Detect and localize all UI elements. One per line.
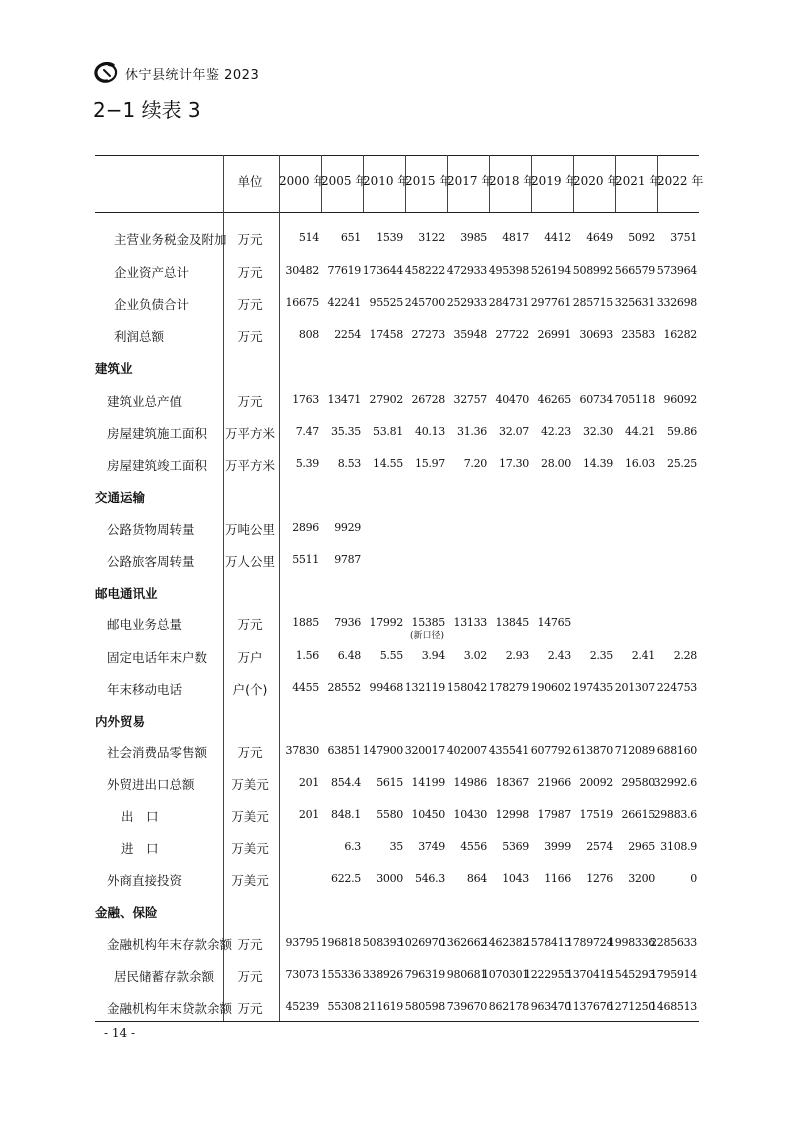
cell-value: 28552: [327, 681, 361, 694]
cell-value: 3122: [418, 231, 445, 244]
cell-value: 320017: [404, 744, 445, 757]
cell-value: 1578413: [524, 936, 571, 949]
cell-value: 35948: [453, 328, 487, 341]
cell-value: 1789724: [566, 936, 613, 949]
cell-value: 245700: [404, 296, 445, 309]
cell-value: 1462382: [482, 936, 529, 949]
cell-value: 796319: [404, 968, 445, 981]
cell-value: 95525: [369, 296, 403, 309]
table-row: [95, 648, 699, 668]
cell-value: 1362662: [440, 936, 487, 949]
row-label: 外商直接投资: [107, 873, 183, 888]
cell-value: 848.1: [331, 808, 361, 821]
cell-value: 607792: [530, 744, 571, 757]
cell-value: 1545293: [608, 968, 655, 981]
row-unit: 户(个): [232, 682, 268, 697]
year-column-header: 2021 年: [615, 174, 662, 188]
cell-value: 2896: [292, 521, 319, 534]
cell-value: 14199: [411, 776, 445, 789]
cell-value: 155336: [320, 968, 361, 981]
cell-value: 27902: [369, 393, 403, 406]
cell-value: 1370419: [566, 968, 613, 981]
cell-value: 73073: [285, 968, 319, 981]
row-label: 进 口: [121, 841, 159, 856]
cell-value: 14765: [537, 616, 571, 629]
row-unit: 万平方米: [224, 426, 275, 441]
cell-value: 17458: [369, 328, 403, 341]
cell-value: 580598: [404, 1000, 445, 1013]
cell-value: 23583: [621, 328, 655, 341]
cell-value: 2285633: [650, 936, 697, 949]
cell-value: 1222955: [524, 968, 571, 981]
cell-value: 5.39: [295, 457, 319, 470]
cell-value: 1795914: [650, 968, 697, 981]
cell-value: 17987: [537, 808, 571, 821]
row-unit: 万吨公里: [224, 522, 275, 537]
table-row: [95, 871, 699, 891]
row-unit: 万元: [237, 329, 263, 344]
cell-value: 862178: [488, 1000, 529, 1013]
table-row: [95, 263, 699, 283]
cell-value: 402007: [446, 744, 487, 757]
row-unit: 万元: [237, 617, 263, 632]
table-row: [95, 295, 699, 315]
cell-value: 5615: [376, 776, 403, 789]
row-label: 出 口: [121, 809, 159, 824]
cell-value: 10450: [411, 808, 445, 821]
cell-value: 14.39: [583, 457, 613, 470]
cell-value: 15385: [411, 616, 445, 629]
cell-value: 63851: [327, 744, 361, 757]
cell-value: 13845: [495, 616, 529, 629]
section-title: 建筑业: [95, 361, 133, 376]
row-label: 利润总额: [114, 329, 165, 344]
year-column-header: 2022 年: [657, 174, 704, 188]
cell-value: 32992.6: [653, 776, 697, 789]
cell-value: 29580: [621, 776, 655, 789]
cell-value: 55308: [327, 1000, 361, 1013]
cell-value: 7936: [334, 616, 361, 629]
row-unit: 万元: [237, 232, 263, 247]
section-row: [95, 359, 699, 379]
cell-value: 99468: [369, 681, 403, 694]
cell-value: 190602: [530, 681, 571, 694]
row-unit: 万元: [237, 1001, 263, 1016]
row-label: 金融机构年末贷款余额: [107, 1001, 233, 1016]
cell-value: 14.55: [373, 457, 403, 470]
cell-value: 712089: [614, 744, 655, 757]
cell-value: 31.36: [457, 425, 487, 438]
row-label: 社会消费品零售额: [107, 745, 208, 760]
row-label: 房屋建筑施工面积: [107, 426, 208, 441]
cell-value: 8.53: [337, 457, 361, 470]
cell-value: 32757: [453, 393, 487, 406]
cell-value: 2.28: [673, 649, 697, 662]
section-title: 邮电通讯业: [95, 586, 158, 601]
cell-value: 7.47: [295, 425, 319, 438]
cell-value: 980681: [446, 968, 487, 981]
cell-value: 3000: [376, 872, 403, 885]
cell-value: 17.30: [499, 457, 529, 470]
row-unit: 万平方米: [224, 458, 275, 473]
row-unit: 万元: [237, 937, 263, 952]
cell-value: 196818: [320, 936, 361, 949]
cell-value: 4455: [292, 681, 319, 694]
cell-value: 147900: [362, 744, 403, 757]
section-title: 交通运输: [95, 490, 146, 505]
cell-value: 12998: [495, 808, 529, 821]
cell-value: 472933: [446, 264, 487, 277]
cell-value: 285715: [572, 296, 613, 309]
row-unit: 万人公里: [224, 554, 275, 569]
cell-value: 1137676: [566, 1000, 613, 1013]
cell-value: 526194: [530, 264, 571, 277]
cell-value: 178279: [488, 681, 529, 694]
cell-value: 705118: [614, 393, 655, 406]
cell-value: 32.30: [583, 425, 613, 438]
cell-value: 27722: [495, 328, 529, 341]
cell-value: 37830: [285, 744, 319, 757]
cell-value: 1271250: [608, 1000, 655, 1013]
cell-value: 3108.9: [660, 840, 697, 853]
cell-value: 4649: [586, 231, 613, 244]
table-row: [95, 935, 699, 955]
cell-value: 18367: [495, 776, 529, 789]
cell-value: 613870: [572, 744, 613, 757]
cell-value: 17992: [369, 616, 403, 629]
table-row: [95, 743, 699, 763]
cell-value: 3.02: [463, 649, 487, 662]
row-label: 公路旅客周转量: [107, 554, 195, 569]
cell-value: 2965: [628, 840, 655, 853]
cell-value: 808: [298, 328, 319, 341]
cell-value: 13133: [453, 616, 487, 629]
year-column-header: 2015 年: [405, 174, 452, 188]
row-unit: 万元: [237, 297, 263, 312]
row-unit: 万美元: [231, 777, 269, 792]
cell-value: 4556: [460, 840, 487, 853]
cell-value: 1.56: [295, 649, 319, 662]
row-unit: 万元: [237, 969, 263, 984]
cell-value: 0: [690, 872, 697, 885]
cell-value: 27273: [411, 328, 445, 341]
cell-value: 1043: [502, 872, 529, 885]
section-row: [95, 488, 699, 508]
cell-value: 1166: [544, 872, 571, 885]
table-row: [95, 424, 699, 444]
table-row: [95, 775, 699, 795]
cell-note: (新口径): [410, 631, 445, 641]
cell-value: 9787: [334, 553, 361, 566]
cell-value: 35: [389, 840, 403, 853]
cell-value: 963470: [530, 1000, 571, 1013]
cell-value: 224753: [656, 681, 697, 694]
cell-value: 5.55: [379, 649, 403, 662]
section-row: [95, 903, 699, 923]
cell-value: 17519: [579, 808, 613, 821]
row-label: 居民储蓄存款余额: [114, 969, 215, 984]
cell-value: 5580: [376, 808, 403, 821]
cell-value: 5369: [502, 840, 529, 853]
cell-value: 211619: [362, 1000, 403, 1013]
table-top-rule: [95, 155, 699, 156]
table-title: 2−1 续表 3: [93, 98, 201, 122]
cell-value: 35.35: [331, 425, 361, 438]
cell-value: 60734: [579, 393, 613, 406]
row-label: 外贸进出口总额: [107, 777, 195, 792]
cell-value: 514: [298, 231, 319, 244]
cell-value: 16.03: [625, 457, 655, 470]
cell-value: 32.07: [499, 425, 529, 438]
table-row: [95, 999, 699, 1019]
cell-value: 2.41: [631, 649, 655, 662]
row-label: 主营业务税金及附加: [114, 232, 227, 247]
cell-value: 252933: [446, 296, 487, 309]
row-label: 房屋建筑竣工面积: [107, 458, 208, 473]
cell-value: 508393: [362, 936, 403, 949]
section-row: [95, 712, 699, 732]
cell-value: 158042: [446, 681, 487, 694]
cell-value: 45239: [285, 1000, 319, 1013]
cell-value: 1763: [292, 393, 319, 406]
cell-value: 332698: [656, 296, 697, 309]
cell-value: 26991: [537, 328, 571, 341]
cell-value: 2.93: [505, 649, 529, 662]
cell-value: 6.3: [344, 840, 361, 853]
cell-value: 201: [298, 776, 319, 789]
cell-value: 30482: [285, 264, 319, 277]
section-title: 内外贸易: [95, 714, 146, 729]
cell-value: 284731: [488, 296, 529, 309]
row-label: 企业资产总计: [114, 265, 190, 280]
year-column-header: 2018 年: [489, 174, 536, 188]
cell-value: 2574: [586, 840, 613, 853]
cell-value: 201307: [614, 681, 655, 694]
cell-value: 2.35: [589, 649, 613, 662]
row-label: 公路货物周转量: [107, 522, 195, 537]
row-unit: 万元: [237, 745, 263, 760]
cell-value: 28.00: [541, 457, 571, 470]
cell-value: 297761: [530, 296, 571, 309]
cell-value: 3.94: [421, 649, 445, 662]
cell-value: 1885: [292, 616, 319, 629]
section-title: 金融、保险: [95, 905, 158, 920]
cell-value: 42.23: [541, 425, 571, 438]
row-unit: 万户: [237, 650, 263, 665]
cell-value: 29883.6: [653, 808, 697, 821]
cell-value: 3200: [628, 872, 655, 885]
page-header: [93, 60, 259, 86]
row-label: 建筑业总产值: [107, 394, 183, 409]
cell-value: 20092: [579, 776, 613, 789]
table-row: [95, 967, 699, 987]
cell-value: 9929: [334, 521, 361, 534]
cell-value: 40.13: [415, 425, 445, 438]
cell-value: 3751: [670, 231, 697, 244]
cell-value: 40470: [495, 393, 529, 406]
row-unit: 万元: [237, 265, 263, 280]
cell-value: 201: [298, 808, 319, 821]
cell-value: 77619: [327, 264, 361, 277]
cell-value: 508992: [572, 264, 613, 277]
cell-value: 1276: [586, 872, 613, 885]
cell-value: 3985: [460, 231, 487, 244]
cell-value: 16282: [663, 328, 697, 341]
cell-value: 854.4: [331, 776, 361, 789]
year-column-header: 2000 年: [279, 174, 326, 188]
year-column-header: 2017 年: [447, 174, 494, 188]
cell-value: 495398: [488, 264, 529, 277]
cell-value: 6.48: [337, 649, 361, 662]
cell-value: 739670: [446, 1000, 487, 1013]
row-label: 固定电话年末户数: [107, 650, 208, 665]
row-label: 邮电业务总量: [107, 617, 183, 632]
cell-value: 566579: [614, 264, 655, 277]
cell-value: 132119: [404, 681, 445, 694]
cell-value: 3999: [544, 840, 571, 853]
row-label: 年末移动电话: [107, 682, 183, 697]
cell-value: 93795: [285, 936, 319, 949]
book-title: 休宁县统计年鉴 2023: [125, 67, 260, 83]
cell-value: 3749: [418, 840, 445, 853]
cell-value: 338926: [362, 968, 403, 981]
cell-value: 16675: [285, 296, 319, 309]
table-bottom-rule: [95, 1021, 699, 1022]
cell-value: 1998336: [608, 936, 655, 949]
cell-value: 546.3: [415, 872, 445, 885]
cell-value: 1468513: [650, 1000, 697, 1013]
table-row: [95, 456, 699, 476]
unit-column-header: 单位: [237, 174, 263, 189]
table-row: [95, 839, 699, 859]
cell-value: 622.5: [331, 872, 361, 885]
table-row: [95, 552, 699, 572]
row-unit: 万美元: [231, 873, 269, 888]
year-column-header: 2010 年: [363, 174, 410, 188]
table-row: [95, 807, 699, 827]
table-row: [95, 327, 699, 347]
table-row: [95, 520, 699, 540]
cell-value: 688160: [656, 744, 697, 757]
cell-value: 30693: [579, 328, 613, 341]
section-row: [95, 584, 699, 604]
cell-value: 21966: [537, 776, 571, 789]
cell-value: 7.20: [463, 457, 487, 470]
page-number: - 14 -: [104, 1026, 136, 1040]
cell-value: 1070301: [482, 968, 529, 981]
year-column-header: 2005 年: [321, 174, 368, 188]
cell-value: 5092: [628, 231, 655, 244]
cell-value: 25.25: [667, 457, 697, 470]
table-row: [95, 615, 699, 641]
cell-value: 197435: [572, 681, 613, 694]
year-column-header: 2020 年: [573, 174, 620, 188]
cell-value: 573964: [656, 264, 697, 277]
cell-value: 2254: [334, 328, 361, 341]
cell-value: 173644: [362, 264, 403, 277]
cell-value: 4817: [502, 231, 529, 244]
cell-value: 96092: [663, 393, 697, 406]
cell-value: 59.86: [667, 425, 697, 438]
cell-value: 53.81: [373, 425, 403, 438]
cell-value: 2.43: [547, 649, 571, 662]
row-unit: 万美元: [231, 841, 269, 856]
cell-value: 14986: [453, 776, 487, 789]
cell-value: 651: [340, 231, 361, 244]
cell-value: 13471: [327, 393, 361, 406]
year-column-header: 2019 年: [531, 174, 578, 188]
cell-value: 325631: [614, 296, 655, 309]
cell-value: 5511: [292, 553, 319, 566]
row-label: 企业负债合计: [114, 297, 190, 312]
yearbook-logo-icon: [93, 62, 119, 84]
cell-value: 1026970: [398, 936, 445, 949]
cell-value: 46265: [537, 393, 571, 406]
cell-value: 15.97: [415, 457, 445, 470]
cell-value: 458222: [404, 264, 445, 277]
cell-value: 26728: [411, 393, 445, 406]
cell-value: 10430: [453, 808, 487, 821]
row-unit: 万美元: [231, 809, 269, 824]
cell-value: 44.21: [625, 425, 655, 438]
cell-value: 42241: [327, 296, 361, 309]
cell-value: 1539: [376, 231, 403, 244]
cell-value: 4412: [544, 231, 571, 244]
row-label: 金融机构年末存款余额: [107, 937, 233, 952]
cell-value: 26615: [621, 808, 655, 821]
row-unit: 万元: [237, 394, 263, 409]
table-row: [95, 680, 699, 700]
cell-value: 864: [466, 872, 487, 885]
table-row: [95, 230, 699, 250]
table-header-rule: [95, 212, 699, 213]
table-row: [95, 392, 699, 412]
cell-value: 435541: [488, 744, 529, 757]
